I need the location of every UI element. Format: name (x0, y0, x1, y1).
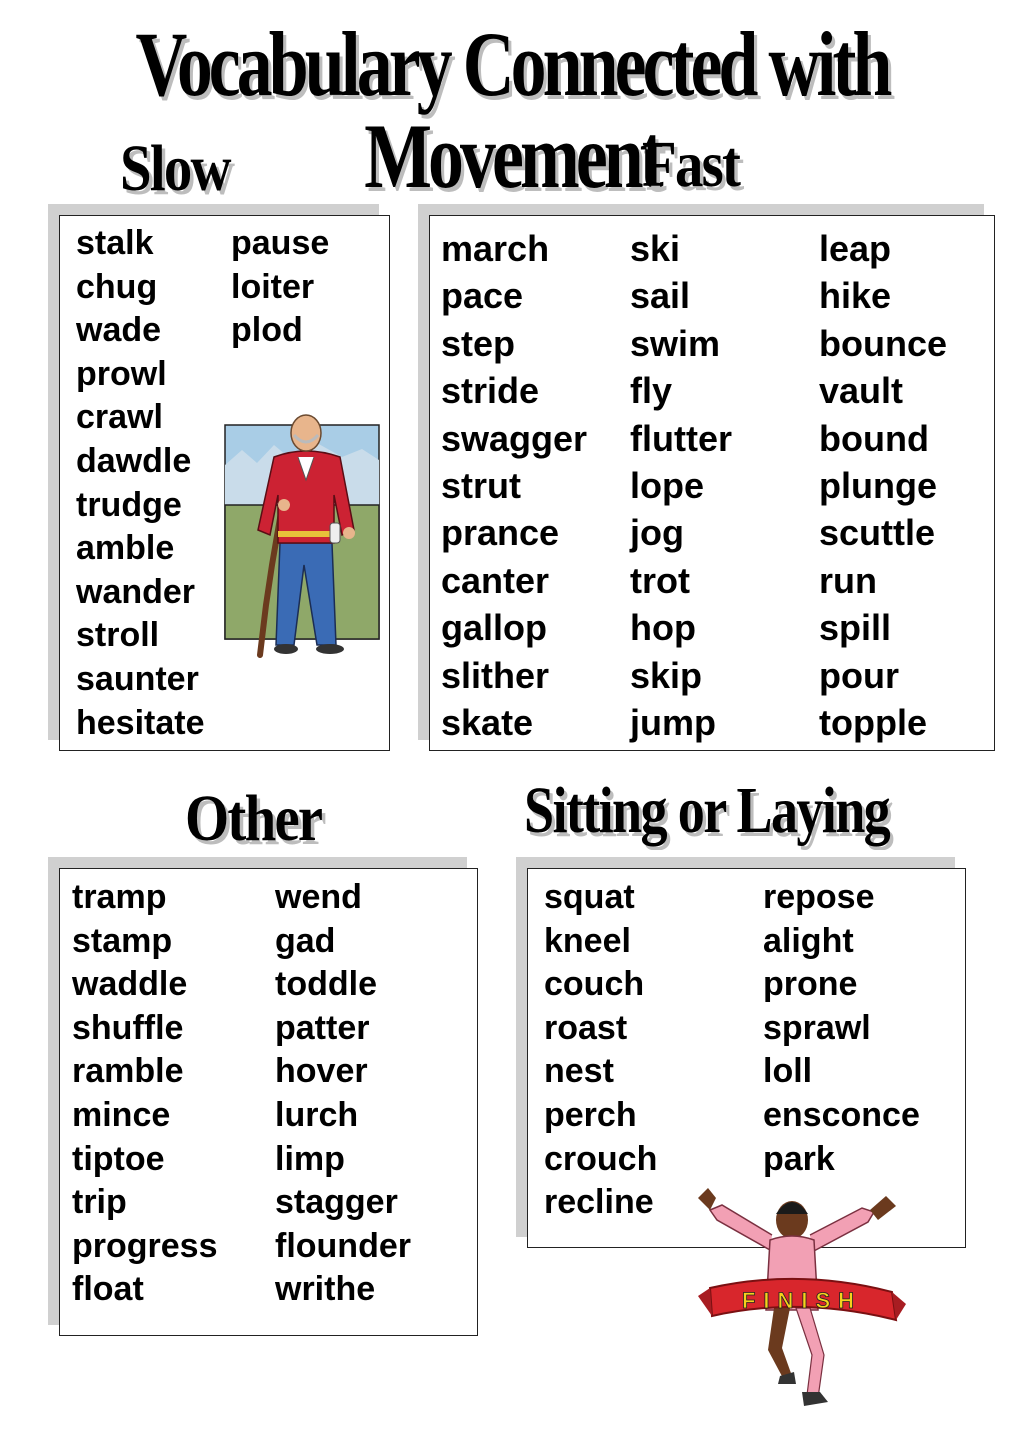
heading-sitting-or-laying: Sitting or Laying (524, 774, 890, 847)
word-item: recline (544, 1183, 654, 1222)
word-item: ensconce (763, 1095, 920, 1134)
word-item: chug (76, 267, 158, 306)
word-item: bound (819, 417, 929, 459)
word-item: nest (544, 1052, 614, 1091)
word-item: squat (544, 878, 635, 916)
slow-column-1 (76, 222, 205, 745)
word-item: tiptoe (72, 1139, 165, 1178)
word-item: lope (630, 465, 705, 507)
word-item: amble (76, 529, 175, 568)
word-item: waddle (72, 965, 188, 1004)
word-item: hike (819, 275, 892, 317)
word-item: prone (763, 965, 858, 1004)
word-item: leap (819, 228, 892, 269)
word-item: spill (819, 607, 892, 649)
word-item: swagger (441, 417, 588, 459)
word-item: scuttle (819, 512, 936, 554)
other-column-2 (275, 876, 411, 1312)
word-item: wander (76, 572, 196, 611)
runner-illustration (692, 1180, 910, 1420)
word-item: wade (76, 311, 162, 350)
finish-banner-text: FINISH (741, 1288, 863, 1313)
word-item: trudge (76, 485, 182, 524)
word-item: saunter (76, 659, 199, 698)
word-item: prowl (76, 354, 167, 393)
word-item: pace (441, 275, 524, 317)
word-item: couch (544, 965, 645, 1004)
word-item: jump (630, 702, 716, 744)
sitting-column-1 (544, 876, 657, 1225)
word-item: slither (441, 654, 550, 696)
word-item: mince (72, 1095, 171, 1134)
word-item: ski (630, 228, 681, 269)
word-item: wend (275, 878, 362, 916)
word-item: run (819, 559, 877, 601)
word-item: vault (819, 370, 904, 412)
word-item: jog (630, 512, 684, 554)
word-item: stride (441, 370, 540, 412)
word-item: park (763, 1139, 835, 1178)
fast-column-1 (441, 225, 587, 746)
word-item: pour (819, 654, 899, 696)
word-item: swim (630, 322, 721, 364)
word-item: crawl (76, 398, 163, 437)
word-item: prance (441, 512, 560, 554)
word-item: loiter (231, 267, 315, 306)
heading-other: Other (185, 782, 322, 855)
heading-fast: Fast (642, 128, 740, 201)
word-item: hover (275, 1052, 368, 1091)
hiker-illustration (222, 405, 384, 660)
word-item: skip (630, 654, 703, 696)
word-item: flutter (630, 417, 732, 459)
word-item: dawdle (76, 441, 192, 480)
word-item: gallop (441, 607, 547, 649)
word-item: kneel (544, 921, 631, 960)
word-item: stagger (275, 1183, 398, 1222)
word-item: roast (544, 1008, 628, 1047)
word-item: tramp (72, 878, 167, 916)
word-item: perch (544, 1095, 637, 1134)
fast-column-3 (819, 225, 947, 746)
other-column-1 (72, 876, 218, 1312)
word-item: stalk (76, 224, 154, 262)
word-item: plod (231, 311, 303, 350)
word-item: topple (819, 702, 927, 744)
word-item: loll (763, 1052, 813, 1091)
word-item: step (441, 322, 516, 364)
word-item: skate (441, 702, 534, 744)
word-item: bounce (819, 322, 948, 364)
word-item: sprawl (763, 1008, 871, 1047)
word-item: ramble (72, 1052, 184, 1091)
word-item: writhe (275, 1270, 376, 1309)
word-item: repose (763, 878, 875, 916)
word-item: float (72, 1270, 144, 1309)
word-item: strut (441, 465, 521, 507)
word-item: shuffle (72, 1008, 184, 1047)
word-item: gad (275, 921, 336, 960)
word-item: trip (72, 1183, 127, 1222)
word-item: fly (630, 370, 673, 412)
sitting-column-2 (763, 876, 920, 1181)
word-item: flounder (275, 1226, 411, 1265)
heading-slow: Slow (120, 132, 230, 205)
slow-column-2 (231, 222, 329, 353)
word-item: sail (630, 275, 691, 317)
word-item: plunge (819, 465, 937, 507)
word-item: stamp (72, 921, 173, 960)
word-item: limp (275, 1139, 345, 1178)
word-item: hesitate (76, 703, 205, 742)
word-item: march (441, 228, 550, 269)
word-item: hop (630, 607, 696, 649)
word-item: pause (231, 224, 330, 262)
word-item: progress (72, 1226, 218, 1265)
word-item: alight (763, 921, 854, 960)
word-item: trot (630, 559, 690, 601)
word-item: toddle (275, 965, 377, 1004)
word-item: canter (441, 559, 550, 601)
fast-column-2 (630, 225, 732, 746)
word-item: lurch (275, 1095, 359, 1134)
page-title: Vocabulary Connected with Movement (135, 13, 889, 207)
word-item: stroll (76, 616, 160, 655)
word-item: crouch (544, 1139, 658, 1178)
word-item: patter (275, 1008, 370, 1047)
